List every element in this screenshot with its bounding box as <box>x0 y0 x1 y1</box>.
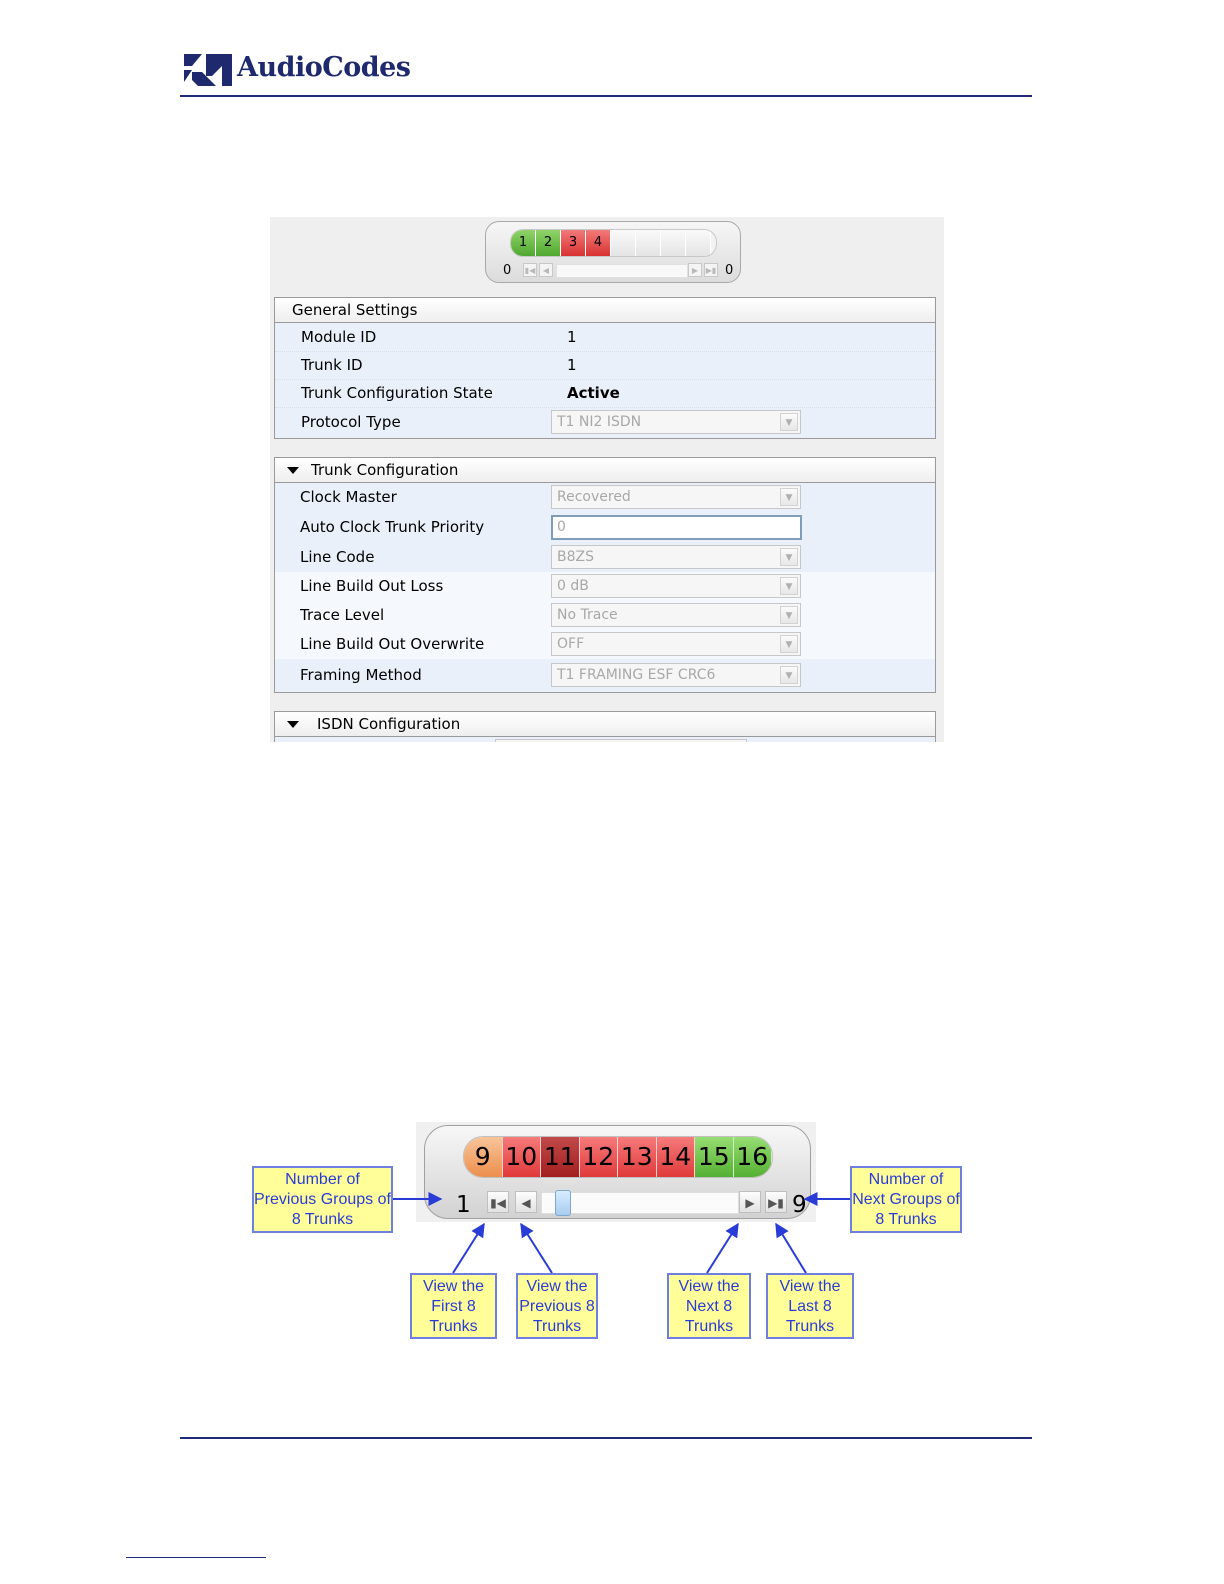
callout-previous-8: View the Previous 8 Trunks <box>516 1273 598 1339</box>
chevron-down-icon: ▼ <box>780 635 798 653</box>
trunk-id-value: 1 <box>567 356 577 374</box>
auto-clock-row <box>275 513 935 542</box>
trunk-state-row <box>275 379 935 408</box>
trunk-configuration-title: Trunk Configuration <box>311 461 459 479</box>
auto-clock-label: Auto Clock Trunk Priority <box>300 518 485 536</box>
trunk-navigation-bar-large <box>424 1125 811 1219</box>
trace-level-label: Trace Level <box>300 606 385 624</box>
trace-level-row <box>275 601 935 630</box>
framing-method-row <box>275 661 935 690</box>
trunk-cell[interactable]: 10 <box>503 1137 542 1177</box>
clock-master-select[interactable] <box>551 485 801 509</box>
isdn-configuration-header[interactable] <box>275 712 935 737</box>
trunk-id-label: Trunk ID <box>301 356 363 374</box>
chevron-down-icon: ▼ <box>780 577 798 595</box>
trunk-cell[interactable]: 15 <box>695 1137 734 1177</box>
arrow-next-8 <box>707 1224 738 1273</box>
general-settings-title: General Settings <box>292 301 418 319</box>
callout-previous-groups: Number of Previous Groups of 8 Trunks <box>252 1166 393 1233</box>
lbo-overwrite-select[interactable] <box>551 632 801 656</box>
trunk-id-row <box>275 351 935 380</box>
trunk-cell[interactable]: 9 <box>464 1137 503 1177</box>
lbo-loss-label: Line Build Out Loss <box>300 577 444 595</box>
collapse-triangle-icon <box>287 467 299 474</box>
protocol-type-select[interactable] <box>551 410 801 434</box>
trunk-cell[interactable] <box>661 230 686 256</box>
lbo-overwrite-label: Line Build Out Overwrite <box>300 635 485 653</box>
next-groups-count: 0 <box>725 263 734 278</box>
header-rule <box>180 95 1032 97</box>
trunk-state-value: Active <box>567 384 620 402</box>
next-groups-count: 9 <box>792 1192 807 1218</box>
trunk-cell[interactable]: 11 <box>541 1137 580 1177</box>
callout-first-8: View the First 8 Trunks <box>410 1273 497 1339</box>
isdn-configuration-title: ISDN Configuration <box>317 715 461 733</box>
framing-method-label: Framing Method <box>300 666 422 684</box>
trunk-configuration-panel <box>274 457 936 693</box>
trunk-cell[interactable]: 4 <box>586 230 611 256</box>
trunk-cell[interactable]: 3 <box>561 230 586 256</box>
lbo-loss-value: 0 dB <box>557 578 589 594</box>
next-trunks-button[interactable]: ▶ <box>739 1191 761 1213</box>
previous-trunks-button[interactable]: ◀ <box>539 263 553 277</box>
audiocodes-logo <box>182 52 422 92</box>
trunk-cell[interactable]: 13 <box>618 1137 657 1177</box>
trunk-cell[interactable] <box>636 230 661 256</box>
trunk-state-label: Trunk Configuration State <box>301 384 493 402</box>
trunk-cell[interactable]: 16 <box>734 1137 773 1177</box>
chevron-down-icon: ▼ <box>780 488 798 506</box>
module-id-label: Module ID <box>301 328 377 346</box>
clock-master-label: Clock Master <box>300 488 397 506</box>
chevron-down-icon: ▼ <box>780 413 798 431</box>
trunk-cell[interactable]: 1 <box>511 230 536 256</box>
trunk-cell[interactable] <box>686 230 711 256</box>
chevron-down-icon: ▼ <box>780 548 798 566</box>
general-settings-panel <box>274 297 936 439</box>
line-code-select[interactable] <box>551 545 801 569</box>
line-code-label: Line Code <box>300 548 375 566</box>
protocol-type-label: Protocol Type <box>301 413 401 431</box>
module-id-value: 1 <box>567 328 577 346</box>
lbo-loss-row <box>275 572 935 601</box>
trunk-bar-enlarged <box>416 1122 816 1222</box>
last-trunks-button[interactable]: ▶▮ <box>704 263 718 277</box>
arrow-last-8 <box>776 1224 806 1273</box>
footer-rule <box>180 1437 1032 1439</box>
line-code-value: B8ZS <box>557 549 594 565</box>
trunk-configuration-header[interactable] <box>275 458 935 483</box>
module-id-row <box>275 323 935 352</box>
callout-next-groups: Number of Next Groups of 8 Trunks <box>850 1166 962 1233</box>
isdn-first-select[interactable] <box>495 739 747 742</box>
footnote-rule <box>126 1557 266 1558</box>
trunk-scroll-track[interactable] <box>556 264 688 278</box>
clock-master-row <box>275 483 935 512</box>
previous-groups-count: 0 <box>503 263 512 278</box>
trunk-cell[interactable]: 14 <box>657 1137 696 1177</box>
callout-next-8: View the Next 8 Trunks <box>667 1273 751 1339</box>
first-trunks-button[interactable]: ▮◀ <box>523 263 537 277</box>
clock-master-value: Recovered <box>557 489 631 505</box>
first-trunks-button[interactable]: ▮◀ <box>487 1191 509 1213</box>
collapse-triangle-icon <box>287 721 299 728</box>
lbo-loss-select[interactable] <box>551 574 801 598</box>
protocol-type-value: T1 NI2 ISDN <box>557 414 642 430</box>
trunk-cell[interactable]: 2 <box>536 230 561 256</box>
audiocodes-logo-icon <box>182 52 234 88</box>
line-code-row <box>275 543 935 572</box>
auto-clock-priority-input[interactable]: 0 <box>551 515 802 540</box>
protocol-type-row <box>275 408 935 437</box>
chevron-down-icon: ▼ <box>780 666 798 684</box>
previous-groups-count: 1 <box>456 1192 471 1218</box>
general-settings-header <box>275 298 935 323</box>
last-trunks-button[interactable]: ▶▮ <box>765 1191 787 1213</box>
callout-last-8: View the Last 8 Trunks <box>766 1273 854 1339</box>
logo-text: AudioCodes <box>237 52 411 83</box>
arrow-previous-8 <box>521 1224 552 1273</box>
chevron-down-icon: ▼ <box>780 606 798 624</box>
trunk-cell[interactable] <box>611 230 636 256</box>
trace-level-select[interactable] <box>551 603 801 627</box>
previous-trunks-button[interactable]: ◀ <box>515 1191 537 1213</box>
trunk-settings-screenshot <box>270 217 944 742</box>
framing-method-value: T1 FRAMING ESF CRC6 <box>557 667 716 683</box>
trunk-cell[interactable]: 12 <box>580 1137 619 1177</box>
next-trunks-button[interactable]: ▶ <box>688 263 702 277</box>
lbo-overwrite-row <box>275 630 935 659</box>
trunk-status-strip-large <box>463 1136 773 1178</box>
trunk-status-strip <box>510 229 717 257</box>
framing-method-select[interactable] <box>551 663 801 687</box>
lbo-overwrite-value: OFF <box>557 636 585 652</box>
isdn-configuration-panel <box>274 711 936 742</box>
scroll-thumb[interactable] <box>555 1190 571 1216</box>
trunk-navigation-bar <box>485 221 741 283</box>
trace-level-value: No Trace <box>557 607 618 623</box>
arrow-first-8 <box>453 1224 484 1273</box>
